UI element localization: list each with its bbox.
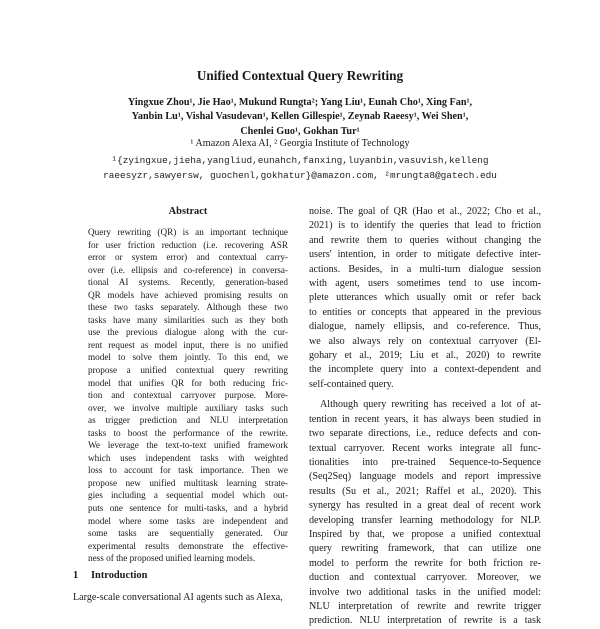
abstract-line: over, we involve multiple auxiliary tasks such	[88, 402, 288, 413]
abstract-line: for user friction reduction (i.e. recovering ASR	[88, 239, 288, 250]
author-line: Chenlei Guo¹, Gokhan Tur¹	[240, 125, 360, 137]
body-line: the incomplete query into a context-dependent and	[309, 364, 541, 376]
abstract-line: these two tasks separately. Although these two	[88, 302, 288, 313]
body-line: dialogue, namely ellipsis, and co-reference. Thus,	[309, 321, 541, 333]
author-line: Yingxue Zhou¹, Jie Hao¹, Mukund Rungta²; Yang Liu¹, Eunah Cho¹, Xing Fan¹,	[127, 97, 473, 108]
body-line: query rewriting framework, that can utilize one	[309, 543, 541, 555]
body-line: involve two additional tasks in the unified model:	[309, 586, 541, 598]
abstract-line: gies including a sequential model which out-	[88, 490, 288, 501]
body-line: self-contained query.	[309, 378, 394, 390]
abstract-body	[88, 226, 288, 565]
abstract-line: We leverage the text-to-text unified framework	[88, 440, 288, 451]
abstract-line: use the previous dialogue along with the cur-	[88, 327, 288, 338]
abstract-line: puts one sentence for multi-tasks, and a hybrid	[88, 503, 288, 514]
body-line: 2021) is to identify the queries that lead to friction	[309, 220, 541, 232]
body-line: two separate directions, i.e., reduce defects and con-	[309, 428, 541, 440]
body-line: Although query rewriting has received a lot of at-	[320, 399, 541, 411]
abstract-line: experimental results demonstrate the effective-	[88, 540, 288, 551]
section-heading-introduction	[73, 570, 147, 581]
abstract-line: model that unifies QR for both reducing fric-	[88, 377, 288, 388]
body-line: duction and contextual carryover. Moreover, we	[309, 572, 541, 584]
body-line: actions. Besides, in a multi-turn dialogue session	[309, 263, 541, 275]
body-line: gohary et al., 2019; Liu et al., 2020) to rewrite	[309, 350, 541, 362]
body-line: NLU interpretation of rewrite and rewrite trigger	[309, 600, 541, 612]
body-line: we also always rely on contextual carryover (El-	[309, 335, 541, 347]
body-line: tention in recent years, it has always been studied in	[309, 413, 541, 425]
abstract-line: tional AI systems. Recently, generation-based	[88, 277, 288, 288]
body-line: textual carryover. Recent works integrate all func-	[309, 442, 541, 454]
section-number: 1	[73, 570, 79, 581]
email-line: ¹{zyingxue,jieha,yangliud,eunahch,fanxing,luyanbin,vasuvish,kelleng	[111, 155, 489, 166]
author-line: Yanbin Lu¹, Vishal Vasudevan¹, Kellen Gillespie¹, Zeynab Raeesy¹, Wei Shen¹,	[131, 111, 469, 123]
body-line: users' intention, in order to mitigate defective inter-	[309, 249, 541, 261]
body-line: plete utterances which usually omit or refer back	[309, 292, 541, 304]
body-line: to entities or concepts that appeared in the previous	[309, 306, 541, 318]
abstract-line: error or system error) and contextual carry-	[88, 252, 288, 263]
abstract-line: tasks have many similarities such as they both	[88, 314, 288, 325]
body-line: synergy has resulted in a great deal of recent work	[309, 500, 541, 512]
section-title: Introduction	[91, 570, 148, 581]
abstract-line: propose new unified multitask learning strate-	[88, 477, 288, 488]
body-line: developing transfer learning methodology for NLP.	[309, 514, 541, 526]
body-line: (Seq2Seq) language models and report impressive	[309, 471, 541, 483]
body-line: and rewrite them to queries without changing the	[309, 234, 541, 246]
affiliations: ¹ Amazon Alexa AI, ² Georgia Institute of Technology	[190, 138, 410, 149]
abstract-line: model where some tasks are independent and	[88, 515, 288, 526]
abstract-line: tion and contextual carryover purpose. More-	[88, 390, 288, 401]
abstract-line: Query rewriting (QR) is an important technique	[88, 227, 288, 237]
abstract-line: model to solve them jointly. To this end, we	[88, 352, 288, 363]
author-list	[40, 96, 560, 139]
right-column-text	[309, 205, 541, 629]
body-line: model to perform the rewrite for both friction re-	[309, 557, 541, 569]
abstract-line: over (i.e. ellipsis and co-reference) in conversa-	[88, 264, 288, 275]
body-line: Inspired by that, we propose a unified contextual	[309, 528, 541, 540]
abstract-line: some tasks are sequentially generated. Our	[88, 528, 288, 539]
abstract-line: ness of the proposed unified learning models.	[88, 553, 256, 564]
body-line: prediction. NLU interpretation of rewrite is a task	[309, 615, 541, 627]
abstract-line: loss to account for task importance. Then we	[88, 465, 288, 476]
body-line: results (Su et al., 2021; Raffel et al., 2020). This	[309, 485, 541, 497]
author-emails	[60, 153, 540, 183]
abstract-line: as trigger prediction and NLU interpretation	[88, 415, 288, 426]
abstract-line: QR models have achieved promising results on	[88, 289, 288, 300]
paper-title: Unified Contextual Query Rewriting	[196, 68, 404, 83]
abstract-line: which uses independent tasks with weighted	[88, 452, 288, 463]
body-line: with agent, users sometimes tend to use incom-	[309, 278, 541, 290]
abstract-line: rent request as model input, there is no unified	[88, 339, 288, 350]
intro-first-line: Large-scale conversational AI agents such as Alexa,	[73, 592, 283, 603]
body-line: tionalities into pre-trained Sequence-to-Sequence	[309, 456, 541, 468]
email-line: raeesyzr,sawyersw, guochenl,gokhatur}@amazon.com, ²mrungta8@gatech.edu	[103, 170, 497, 181]
abstract-line: propose a unified contextual query rewriting	[88, 365, 288, 376]
body-line: noise. The goal of QR (Hao et al., 2022; Cho et al.,	[309, 206, 541, 217]
abstract-line: tasks to boost the performance of the rewrite.	[88, 427, 288, 438]
abstract-heading: Abstract	[168, 206, 208, 217]
